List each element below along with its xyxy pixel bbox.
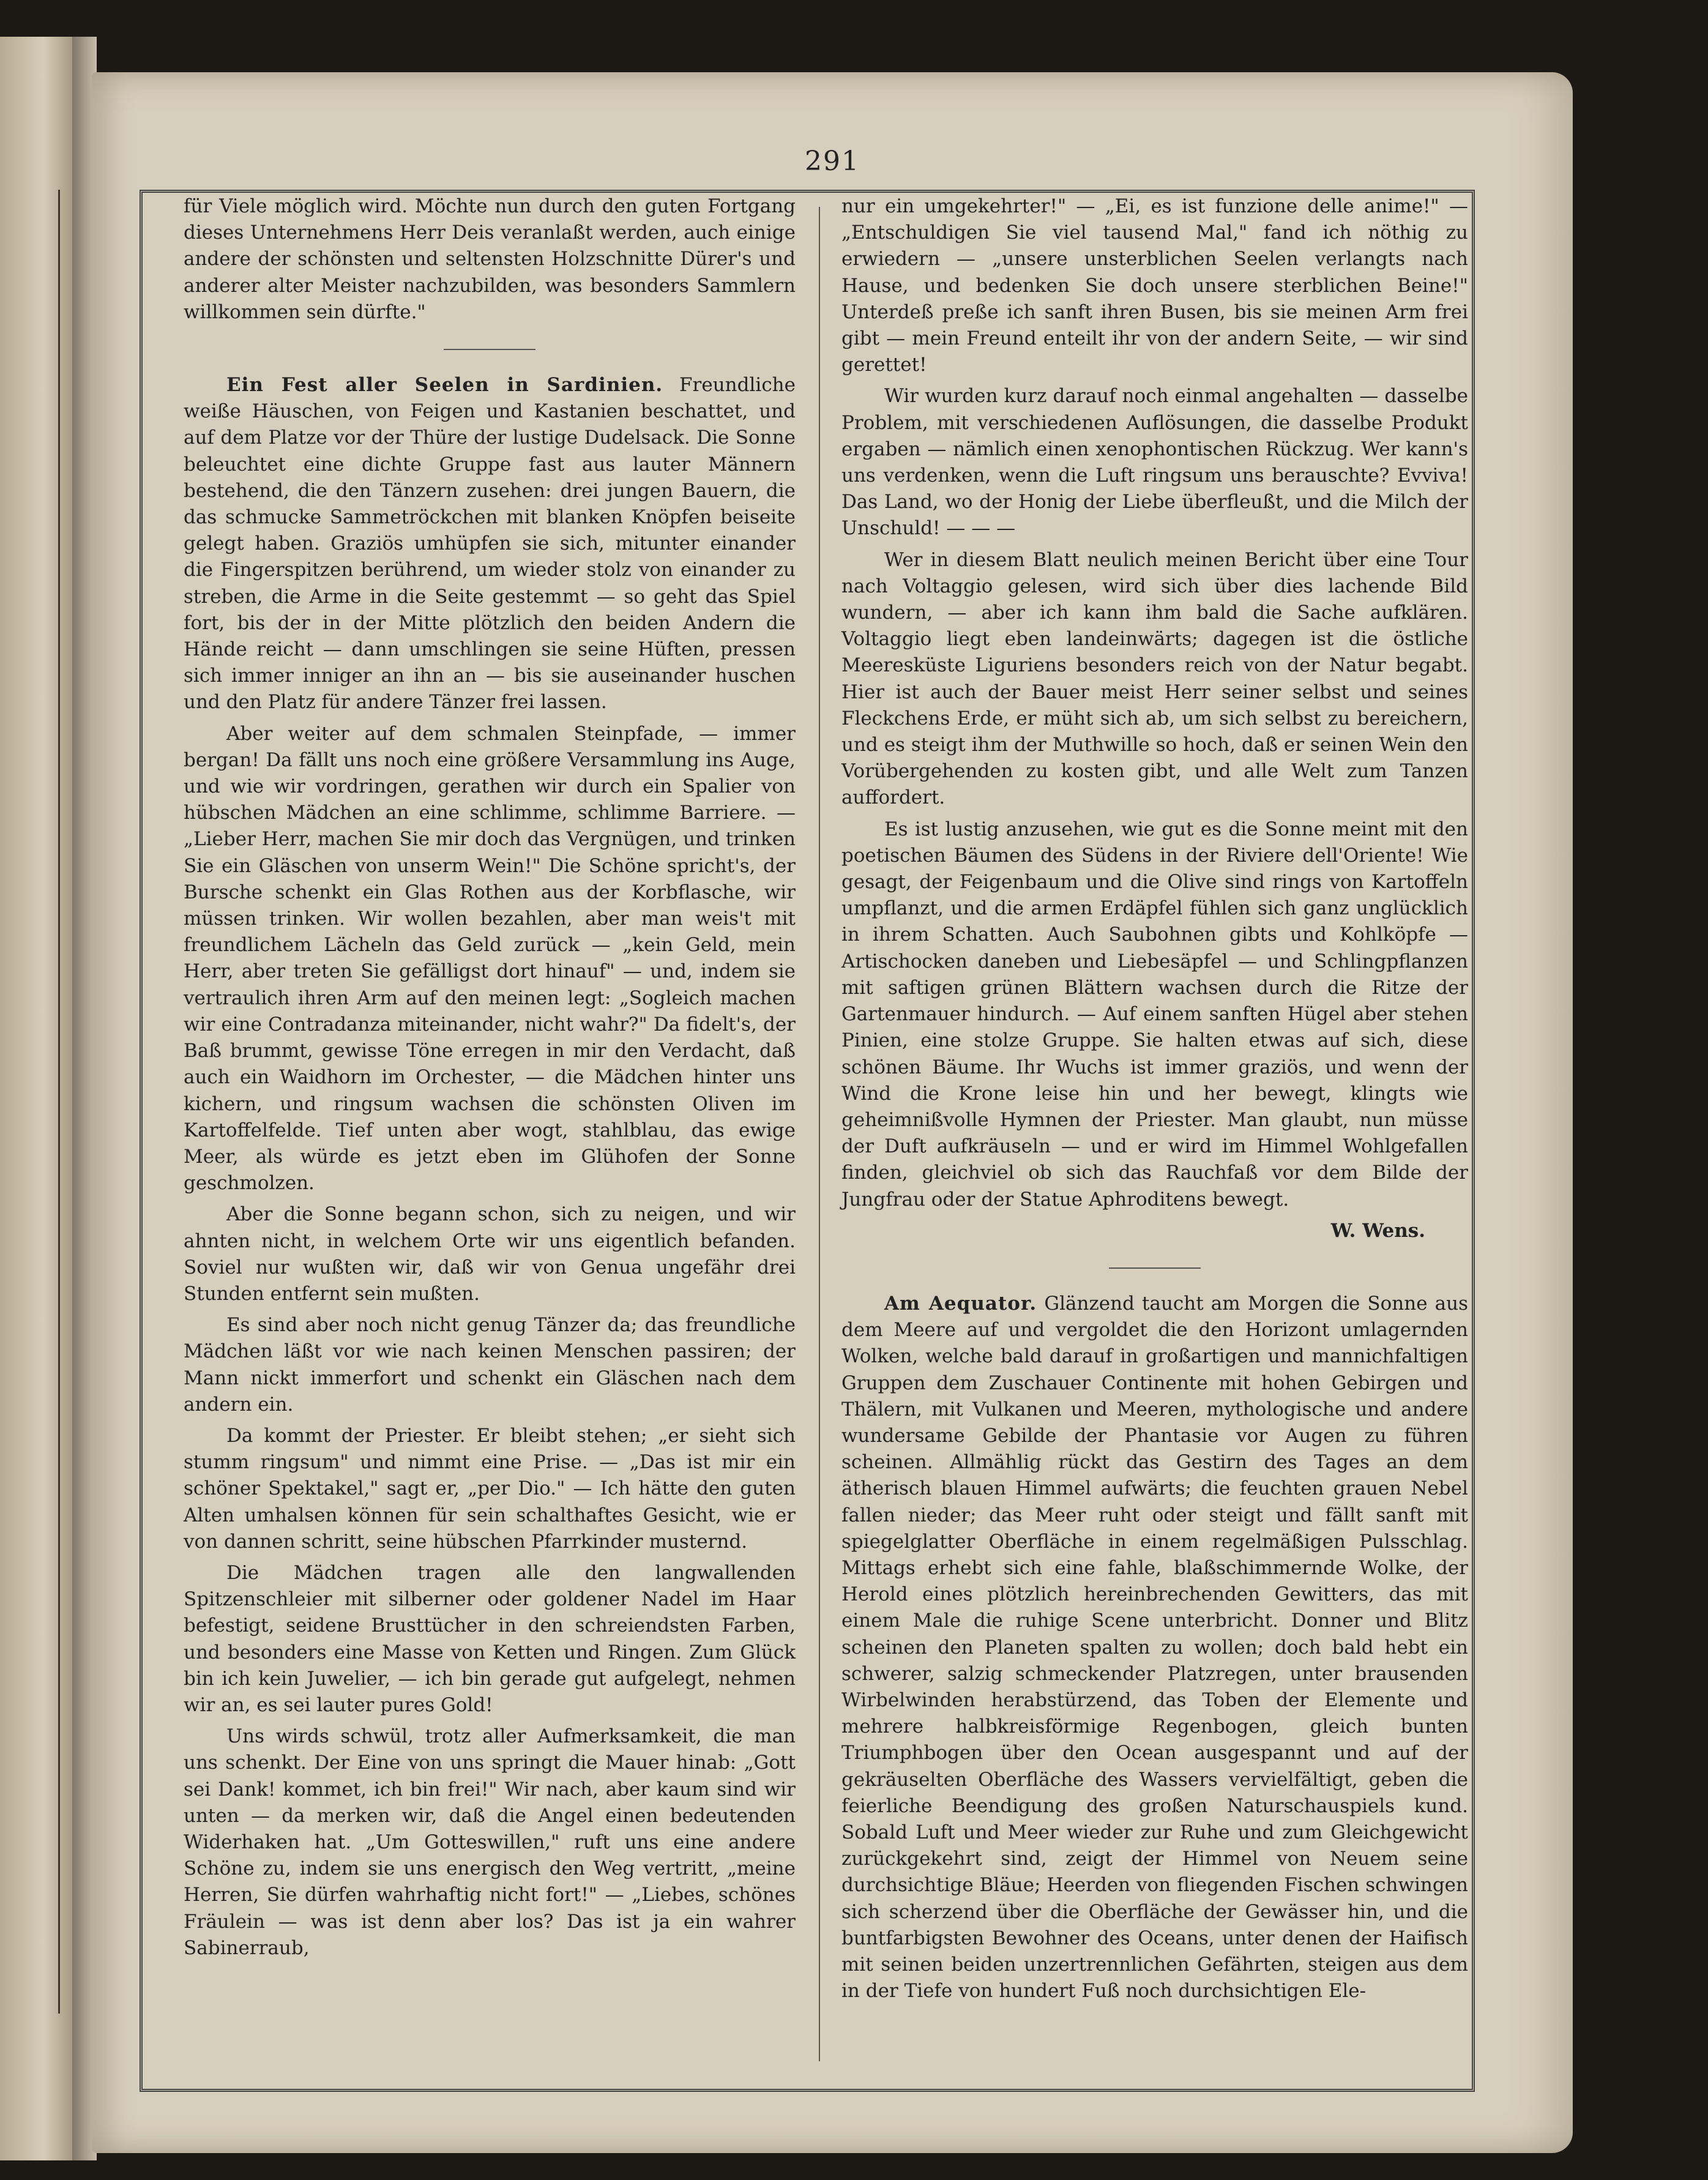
article-paragraph: Die Mädchen tragen alle den langwallenden Spitzenschleier mit silberner oder goldener Nadel im Haar befestigt, seidene Brusttücher in den schreiendsten Farben, und besonders eine Masse von Ketten und Ringen. Zum Glück bin ich kein Juwelier, — ich bin gerade gut aufgelegt, nehmen wir an, es sei lauter pures Gold! bbox=[184, 1561, 796, 1716]
article-paragraph: Es ist lustig anzusehen, wie gut es die Sonne meint mit den poetischen Bäumen des Südens in der Riviere dell'Oriente! Wie gesagt, der Feigenbaum und die Olive sind rings von Kartoffeln umpflanzt, und die armen Erdäpfel fühlen sich ganz unglücklich in ihrem Schatten. Auch Saubohnen gibts und Kohlköpfe — Artischocken daneben und Liebesäpfel — und Schlingpflanzen mit saftigen grünen Blättern wachsen durch die Ritze der Gartenmauer hindurch. — Auf einem sanften Hügel aber stehen Pinien, eine stolze Gruppe. Sie halten etwas auf sich, diese schönen Bäume. Ihr Wuchs ist immer graziös, und wenn der Wind die Krone leise hin und her bewegt, klingts wie geheimnißvolle Hymnen der Priester. Man glaubt, nun müsse der Duft aufkräuseln — und er wird im Himmel Wohlgefallen finden, gleichviel ob sich das Rauchfaß vor dem Bilde der Jungfrau oder der Statue Aphroditens bewegt. bbox=[841, 818, 1468, 1211]
page-number: 291 bbox=[805, 146, 860, 177]
article-paragraph: Wer in diesem Blatt neulich meinen Bericht über eine Tour nach Voltaggio gelesen, wird sich über dies lachende Bild wundern, — aber ich kann ihm bald die Sache aufklären. Voltaggio liegt eben landeinwärts; dagegen ist die östliche Meeresküste Liguriens besonders reich von der Natur begabt. Hier ist auch der Bauer meist Herr seiner selbst und seines Fleckchens Erde, er müht sich ab, um sich selbst zu bereichern, und es steigt ihm der Muthwille so hoch, daß er seinen Wein den Vorübergehenden zu kosten gibt, und alle Welt zum Tanzen auffordert. bbox=[841, 548, 1468, 809]
article-paragraph: Uns wirds schwül, trotz aller Aufmerksamkeit, die man uns schenkt. Der Eine von uns springt die Mauer hinab: „Gott sei Dank! kommet, ich bin frei!" Wir nach, aber kaum sind wir unten — da merken wir, daß die Angel einen bedeutenden Widerhaken hat. „Um Gotteswillen," ruft uns eine andere Schöne zu, indem sie uns energisch den Weg vertritt, „meine Herren, Sie dürfen wahrhaftig nicht fort!" — „Liebes, schönes Fräulein — was ist denn aber los? Das ist ja ein wahrer Sabinerraub, bbox=[184, 1725, 796, 1959]
article-paragraph: Da kommt der Priester. Er bleibt stehen; „er sieht sich stumm ringsum" und nimmt eine Prise. — „Das ist mir ein schöner Spektakel," sagt er, „per Dio." — Ich hätte den guten Alten umhalsen können für sein schalthaftes Gesicht, wie er von dannen schritt, seine hübschen Pfarrkinder musternd. bbox=[184, 1424, 796, 1553]
section-rule bbox=[444, 349, 535, 350]
left-column bbox=[184, 193, 796, 1966]
section-rule bbox=[1109, 1267, 1201, 1269]
article-paragraph: Aber die Sonne begann schon, sich zu neigen, und wir ahnten nicht, in welchem Orte wir uns eigentlich befanden. Soviel nur wußten wir, daß wir von Genua ungefähr drei Stunden entfernt sein mußten. bbox=[184, 1203, 796, 1305]
article-paragraph: Ein Fest aller Seelen in Sardinien. Freundliche weiße Häuschen, von Feigen und Kastanien beschattet, und auf dem Platze vor der Thüre der lustige Dudelsack. Die Sonne beleuchtet eine dichte Gruppe fast aus lauter Männern bestehend, die den Tänzern zusehen: drei jungen Bauern, die das schmucke Sammetröckchen mit blanken Knöpfen beiseite gelegt haben. Graziös umhüpfen sie sich, mitunter einander die Fingerspitzen berührend, um wieder stolz von einander zu streben, die Arme in die Seite gestemmt — so geht das Spiel fort, bis der in der Mitte plötzlich den beiden Andern die Hände reicht — dann umschlingen sie seine Hüften, pressen sich immer inniger an ihn an — bis sie auseinander huschen und den Platz für andere Tänzer frei lassen. bbox=[184, 374, 796, 714]
left-page-edge bbox=[0, 37, 72, 2160]
article-paragraph: Am Aequator. Glänzend taucht am Morgen die Sonne aus dem Meere auf und vergoldet die den Horizont umlagernden Wolken, welche bald darauf in großartigen und mannichfaltigen Gruppen dem Zuschauer Continente mit hohen Gebirgen und Thälern, mit Vulkanen und Meeren, mythologische und andere wundersame Gebilde der Phantasie vor Augen zu führen scheinen. Allmählig rückt das Gestirn des Tages an dem ätherisch blauen Himmel aufwärts; die feuchten grauen Nebel fallen nieder; das Meer ruht oder steigt und fällt sanft mit spiegelglatter Oberfläche in einem regelmäßigen Pulsschlag. Mittags erhebt sich eine fahle, blaßschimmernde Wolke, der Herold eines plötzlich hereinbrechenden Gewitters, das mit einem Male die ruhige Scene unterbricht. Donner und Blitz scheinen den Planeten spalten zu wollen; doch bald hebt ein schwerer, salzig schmeckender Platzregen, unter brausenden Wirbelwinden herabstürzend, das Toben der Elemente und mehrere halbkreisförmige Regenbogen, gleich bunten Triumphbogen über den Ocean ausgespannt und auf der gekräuselten Oberfläche des Wassers vervielfältigt, geben die feierliche Beendigung des großen Naturschauspiels kund. Sobald Luft und Meer wieder zur Ruhe und zum Gleichgewicht zurückgekehrt sind, zeigt der Himmel von Neuem seine durchsichtige Bläue; Heerden von fliegenden Fischen schwingen sich scherzend über die Oberfläche der Gewässer hin, und die buntfarbigsten Bewohner des Oceans, unter denen der Haifisch mit seinen beiden unzertrennlichen Gefährten, steigen aus dem in der Tiefe von hundert Fuß noch durchsichtigen Ele- bbox=[841, 1292, 1469, 2003]
author-signature: W. Wens. bbox=[1330, 1219, 1425, 1242]
article-paragraph: nur ein umgekehrter!" — „Ei, es ist funzione delle anime!" — „Entschuldigen Sie viel tausend Mal," fand ich nöthig zu erwiedern — „unsere unsterblichen Seelen verlangts nach Hause, und bedenken Sie doch unsere sterblichen Beine!" Unterdeß preße ich sanft ihren Busen, bis sie meinen Arm frei gibt — mein Freund enteilt ihr von der andern Seite, — wir sind gerettet! bbox=[841, 195, 1468, 376]
article-heading: Am Aequator. bbox=[884, 1292, 1037, 1315]
article-heading: Ein Fest aller Seelen in Sardinien. bbox=[226, 374, 663, 397]
column-divider bbox=[819, 207, 820, 2061]
book-page bbox=[92, 72, 1573, 2153]
left-page-frame-rule bbox=[58, 190, 60, 2014]
article-paragraph: Aber weiter auf dem schmalen Steinpfade, — immer bergan! Da fällt uns noch eine größere Versammlung ins Auge, und wie wir vordringen, gerathen wir durch ein Spalier von hübschen Mädchen an eine schlimme, schlimme Barriere. — „Lieber Herr, machen Sie mir doch das Vergnügen, und trinken Sie ein Gläschen von unserm Wein!" Die Schöne spricht's, der Bursche schenkt ein Glas Rothen aus der Korbflasche, wir müssen trinken. Wir wollen bezahlen, aber man weis't mit freundlichem Lächeln das Geld zurück — „kein Geld, mein Herr, aber treten Sie gefälligst dort hinauf" — und, indem sie vertraulich ihren Arm auf den meinen legt: „Sogleich machen wir eine Contradanza miteinander, nicht wahr?" Da fidelt's, der Baß brummt, gewisse Töne erregen in mir den Verdacht, daß auch ein Waidhorn im Orchester, — die Mädchen hinter uns kichern, und ringsum wachsen die schönsten Oliven im Kartoffelfelde. Tief unten aber wogt, stahlblau, das ewige Meer, als würde es jetzt eben im Glühofen der Sonne geschmolzen. bbox=[184, 722, 796, 1195]
article-paragraph: Wir wurden kurz darauf noch einmal angehalten — dasselbe Problem, mit verschiedenen Auflösungen, die dasselbe Produkt ergaben — nämlich einen xenophontischen Rückzug. Wer kann's uns verdenken, wenn die Luft ringsum uns berauschte? Evviva! Das Land, wo der Honig der Liebe überfleußt, und die Milch der Unschuld! — — — bbox=[841, 385, 1468, 540]
right-column bbox=[841, 193, 1468, 2009]
intro-paragraph: für Viele möglich wird. Möchte nun durch den guten Fortgang dieses Unternehmens Herr Deis veranlaßt werden, auch einige andere der schönsten und seltensten Holzschnitte Dürer's und anderer alter Meister nachzubilden, was besonders Sammlern willkommen sein dürfte." bbox=[184, 195, 796, 323]
article-paragraph: Es sind aber noch nicht genug Tänzer da; das freundliche Mädchen läßt vor wie nach keinen Menschen passiren; der Mann nickt immerfort und schenkt ein Gläschen nach dem andern ein. bbox=[184, 1314, 796, 1416]
